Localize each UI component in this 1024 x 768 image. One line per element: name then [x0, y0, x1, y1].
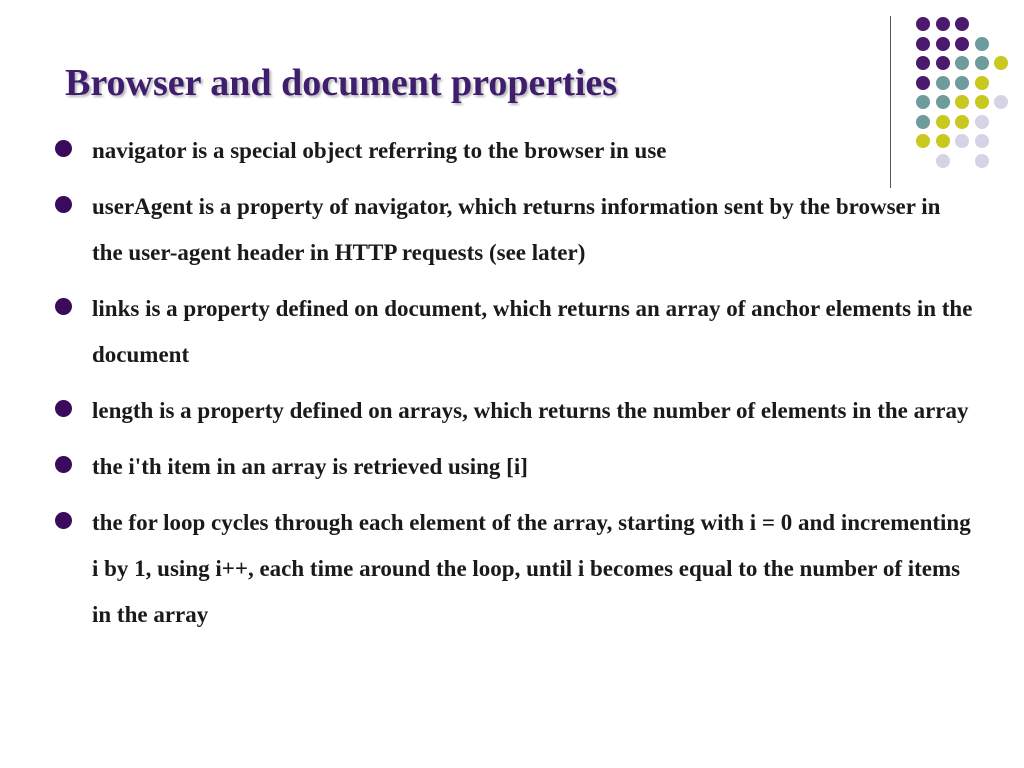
decorative-dot: [916, 37, 930, 51]
decorative-dot: [916, 95, 930, 109]
decorative-dot: [955, 115, 969, 129]
decorative-dot: [936, 115, 950, 129]
bullet-dot-icon: [55, 298, 72, 315]
decorative-dot: [955, 76, 969, 90]
decorative-dot: [955, 56, 969, 70]
decorative-dot: [975, 76, 989, 90]
decorative-dot: [936, 17, 950, 31]
bullet-item: [55, 286, 975, 378]
bullet-text: the for loop cycles through each element of the array, starting with i = 0 and incrementing i by 1, using i++, each time around the loop, until i becomes equal to the number of items in the array: [92, 510, 971, 627]
bullet-text: the i'th item in an array is retrieved using [i]: [92, 454, 528, 479]
decorative-dot: [916, 17, 930, 31]
decorative-dot: [916, 115, 930, 129]
decorative-dot: [936, 95, 950, 109]
decorative-dot: [975, 95, 989, 109]
bullet-dot-icon: [55, 400, 72, 417]
bullet-text: userAgent is a property of navigator, which returns information sent by the browser in the user-agent header in HTTP requests (see later): [92, 194, 941, 265]
bullet-item: [55, 184, 975, 276]
bullet-dot-icon: [55, 512, 72, 529]
decorative-dot: [975, 115, 989, 129]
decorative-dot: [975, 134, 989, 148]
bullet-text: length is a property defined on arrays, which returns the number of elements in the array: [92, 398, 969, 423]
decorative-dot: [916, 56, 930, 70]
decorative-dot: [936, 56, 950, 70]
bullet-text: navigator is a special object referring to the browser in use: [92, 138, 667, 163]
decorative-dot: [975, 154, 989, 168]
bullet-item: [55, 500, 975, 638]
slide-title: Browser and document properties: [65, 62, 618, 104]
decorative-dot: [955, 37, 969, 51]
decorative-dot: [936, 76, 950, 90]
decorative-dot: [994, 95, 1008, 109]
bullet-dot-icon: [55, 456, 72, 473]
bullet-list: [55, 128, 975, 648]
decorative-dot: [936, 37, 950, 51]
bullet-dot-icon: [55, 196, 72, 213]
decorative-dot: [916, 76, 930, 90]
bullet-text: links is a property defined on document, which returns an array of anchor elements in the document: [92, 296, 973, 367]
decorative-dot: [994, 56, 1008, 70]
decorative-dot: [955, 95, 969, 109]
bullet-item: [55, 388, 975, 434]
bullet-item: [55, 444, 975, 490]
decorative-dot: [975, 37, 989, 51]
decorative-dot: [975, 56, 989, 70]
bullet-dot-icon: [55, 140, 72, 157]
decorative-dot: [955, 17, 969, 31]
bullet-item: [55, 128, 975, 174]
